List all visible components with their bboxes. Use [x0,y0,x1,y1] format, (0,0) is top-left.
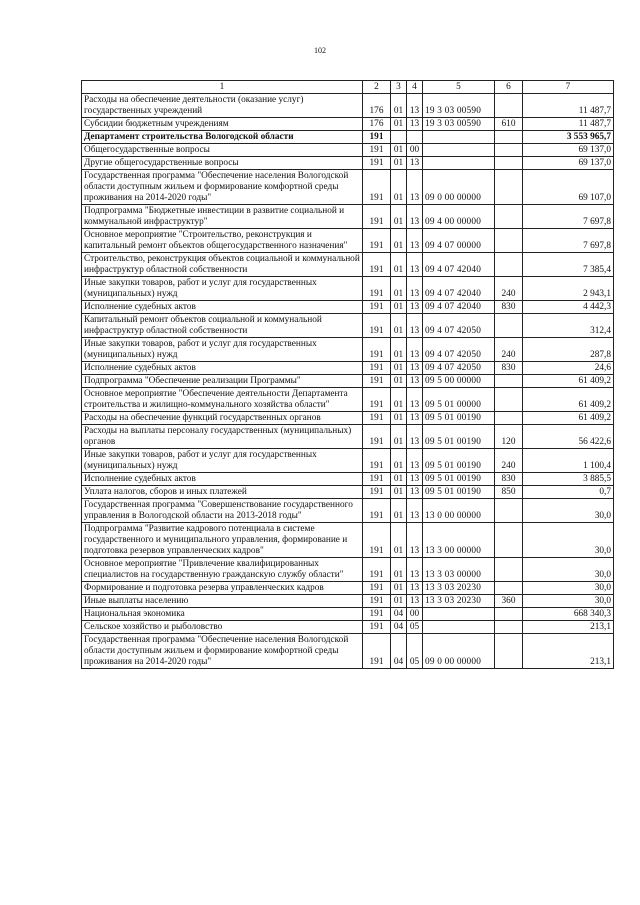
row-sum-cell: 3 885,5 [523,473,614,486]
table-row [82,425,614,449]
row-vr-cell [495,388,523,412]
row-rz-cell: 01 [391,338,407,362]
row-csr-cell: 13 3 03 20230 [423,582,495,595]
row-vr-cell [495,131,523,144]
row-csr-cell: 13 3 03 20230 [423,595,495,608]
row-name-cell: Подпрограмма "Обеспечение реализации Программы" [82,375,363,388]
row-rz-cell: 04 [391,621,407,634]
row-name-cell: Исполнение судебных актов [82,362,363,375]
row-sum-cell: 668 340,3 [523,608,614,621]
row-pr-cell: 13 [407,277,423,301]
row-name-cell: Другие общегосударственные вопросы [82,157,363,170]
row-vr-cell [495,582,523,595]
row-rz-cell: 01 [391,473,407,486]
row-pr-cell: 13 [407,486,423,499]
row-pr-cell: 13 [407,412,423,425]
row-gr-cell: 191 [363,595,391,608]
row-pr-cell: 00 [407,608,423,621]
row-vr-cell [495,558,523,582]
table-row [82,170,614,205]
row-name-cell: Национальная экономика [82,608,363,621]
row-sum-cell: 30,0 [523,582,614,595]
row-sum-cell: 7 697,8 [523,229,614,253]
row-vr-cell [495,229,523,253]
row-vr-cell [495,375,523,388]
table-row [82,608,614,621]
row-pr-cell: 13 [407,523,423,558]
row-vr-cell [495,523,523,558]
row-gr-cell: 191 [363,375,391,388]
row-csr-cell: 13 0 00 00000 [423,499,495,523]
row-gr-cell: 176 [363,94,391,118]
row-pr-cell: 13 [407,499,423,523]
row-rz-cell: 01 [391,499,407,523]
row-sum-cell: 3 553 965,7 [523,131,614,144]
row-rz-cell: 01 [391,362,407,375]
row-vr-cell [495,94,523,118]
row-gr-cell: 191 [363,229,391,253]
row-pr-cell: 13 [407,473,423,486]
row-vr-cell [495,412,523,425]
table-row [82,595,614,608]
row-name-cell: Исполнение судебных актов [82,301,363,314]
row-rz-cell: 01 [391,412,407,425]
row-gr-cell: 191 [363,473,391,486]
table-row [82,94,614,118]
row-gr-cell: 191 [363,388,391,412]
row-gr-cell: 191 [363,412,391,425]
header-cell: 7 [523,81,614,94]
table-row [82,621,614,634]
row-gr-cell: 191 [363,425,391,449]
row-sum-cell: 30,0 [523,499,614,523]
table-row [82,388,614,412]
row-pr-cell: 13 [407,170,423,205]
row-vr-cell: 610 [495,118,523,131]
row-csr-cell: 09 0 00 00000 [423,170,495,205]
row-csr-cell: 09 5 01 00000 [423,388,495,412]
row-name-cell: Сельское хозяйство и рыболовство [82,621,363,634]
table-row [82,412,614,425]
row-name-cell: Основное мероприятие "Обеспечение деятельности Департамента строительства и жилищно-коммунального хозяйства области" [82,388,363,412]
row-name-cell: Государственная программа "Обеспечение населения Вологодской области доступным жильем и формирование комфортной среды проживания на 2014-2020 годы" [82,170,363,205]
row-rz-cell: 01 [391,277,407,301]
row-sum-cell: 2 943,1 [523,277,614,301]
row-rz-cell: 01 [391,558,407,582]
row-pr-cell: 13 [407,338,423,362]
table-row [82,229,614,253]
row-vr-cell [495,205,523,229]
budget-table [81,80,614,669]
row-gr-cell: 191 [363,170,391,205]
row-rz-cell: 01 [391,523,407,558]
row-vr-cell [495,621,523,634]
row-rz-cell: 01 [391,229,407,253]
row-csr-cell: 09 4 07 42050 [423,338,495,362]
row-vr-cell [495,499,523,523]
table-row [82,523,614,558]
row-sum-cell: 69 107,0 [523,170,614,205]
row-vr-cell: 830 [495,362,523,375]
row-gr-cell: 191 [363,486,391,499]
row-gr-cell: 176 [363,118,391,131]
table-row [82,314,614,338]
row-sum-cell: 69 137,0 [523,144,614,157]
row-rz-cell: 04 [391,608,407,621]
row-gr-cell: 191 [363,253,391,277]
row-rz-cell: 01 [391,425,407,449]
row-sum-cell: 11 487,7 [523,94,614,118]
row-sum-cell: 11 487,7 [523,118,614,131]
table-row [82,253,614,277]
row-name-cell: Формирование и подготовка резерва управленческих кадров [82,582,363,595]
row-vr-cell: 830 [495,473,523,486]
row-sum-cell: 312,4 [523,314,614,338]
row-gr-cell: 191 [363,523,391,558]
row-sum-cell: 1 100,4 [523,449,614,473]
row-name-cell: Подпрограмма "Бюджетные инвестиции в развитие социальной и коммунальной инфраструктур" [82,205,363,229]
table-row [82,449,614,473]
row-csr-cell: 09 5 01 00190 [423,473,495,486]
row-vr-cell: 120 [495,425,523,449]
row-pr-cell: 05 [407,634,423,669]
row-sum-cell: 30,0 [523,523,614,558]
row-rz-cell: 01 [391,170,407,205]
row-vr-cell [495,144,523,157]
table-row [82,205,614,229]
row-csr-cell: 09 0 00 00000 [423,634,495,669]
row-pr-cell: 13 [407,118,423,131]
row-sum-cell: 30,0 [523,595,614,608]
header-cell: 3 [391,81,407,94]
row-name-cell: Субсидии бюджетным учреждениям [82,118,363,131]
row-sum-cell: 56 422,6 [523,425,614,449]
row-sum-cell: 61 409,2 [523,375,614,388]
row-rz-cell: 01 [391,253,407,277]
row-name-cell: Основное мероприятие "Привлечение квалифицированных специалистов на государственную гражданскую службу области" [82,558,363,582]
table-row [82,499,614,523]
row-csr-cell [423,621,495,634]
row-sum-cell: 213,1 [523,634,614,669]
row-name-cell: Государственная программа "Совершенствование государственного управления в Вологодской области на 2013-2018 годы" [82,499,363,523]
row-rz-cell: 04 [391,634,407,669]
row-sum-cell: 30,0 [523,558,614,582]
row-sum-cell: 69 137,0 [523,157,614,170]
row-name-cell: Расходы на обеспечение деятельности (оказание услуг) государственных учреждений [82,94,363,118]
header-cell: 1 [82,81,363,94]
table-row [82,277,614,301]
row-name-cell: Капитальный ремонт объектов социальной и коммунальной инфраструктур областной собственности [82,314,363,338]
row-gr-cell: 191 [363,634,391,669]
row-csr-cell: 09 4 07 42040 [423,301,495,314]
table-row [82,558,614,582]
row-pr-cell: 00 [407,144,423,157]
row-vr-cell [495,608,523,621]
table-row [82,486,614,499]
row-gr-cell: 191 [363,621,391,634]
row-vr-cell: 240 [495,449,523,473]
row-csr-cell: 09 4 07 42040 [423,253,495,277]
row-vr-cell [495,170,523,205]
row-pr-cell [407,131,423,144]
row-name-cell: Подпрограмма "Развитие кадрового потенциала в системе государственного и муниципального управления, формирование и подготовка резервов управленческих кадров" [82,523,363,558]
row-rz-cell: 01 [391,301,407,314]
row-csr-cell: 19 3 03 00590 [423,118,495,131]
row-rz-cell: 01 [391,144,407,157]
row-gr-cell: 191 [363,157,391,170]
row-rz-cell: 01 [391,157,407,170]
row-sum-cell: 7 385,4 [523,253,614,277]
table-header-row [82,81,614,94]
row-pr-cell: 05 [407,621,423,634]
row-pr-cell: 13 [407,595,423,608]
row-name-cell: Государственная программа "Обеспечение населения Вологодской области доступным жильем и формирование комфортной среды проживания на 2014-2020 годы" [82,634,363,669]
row-name-cell: Уплата налогов, сборов и иных платежей [82,486,363,499]
row-name-cell: Иные закупки товаров, работ и услуг для государственных (муниципальных) нужд [82,338,363,362]
row-pr-cell: 13 [407,157,423,170]
row-name-cell: Основное мероприятие "Строительство, реконструкция и капитальный ремонт объектов общегосударственного назначения" [82,229,363,253]
row-csr-cell: 13 3 03 00000 [423,558,495,582]
row-pr-cell: 13 [407,375,423,388]
row-pr-cell: 13 [407,205,423,229]
row-pr-cell: 13 [407,362,423,375]
row-name-cell: Исполнение судебных актов [82,473,363,486]
header-cell: 6 [495,81,523,94]
row-vr-cell: 360 [495,595,523,608]
row-sum-cell: 0,7 [523,486,614,499]
header-cell: 5 [423,81,495,94]
table-row [82,582,614,595]
row-csr-cell [423,131,495,144]
row-name-cell: Общегосударственные вопросы [82,144,363,157]
row-pr-cell: 13 [407,582,423,595]
row-pr-cell: 13 [407,558,423,582]
row-rz-cell: 01 [391,118,407,131]
row-pr-cell: 13 [407,388,423,412]
row-rz-cell: 01 [391,449,407,473]
row-rz-cell: 01 [391,94,407,118]
row-vr-cell: 240 [495,277,523,301]
header-cell: 4 [407,81,423,94]
row-gr-cell: 191 [363,314,391,338]
row-csr-cell: 09 4 00 00000 [423,205,495,229]
row-vr-cell [495,634,523,669]
table-row [82,375,614,388]
table-row [82,473,614,486]
row-csr-cell: 09 5 01 00190 [423,449,495,473]
row-csr-cell: 09 4 07 00000 [423,229,495,253]
row-rz-cell: 01 [391,388,407,412]
row-rz-cell: 01 [391,375,407,388]
row-sum-cell: 287,8 [523,338,614,362]
row-name-cell: Строительство, реконструкция объектов социальной и коммунальной инфраструктур областной собственности [82,253,363,277]
row-gr-cell: 191 [363,558,391,582]
row-vr-cell [495,314,523,338]
row-name-cell: Иные закупки товаров, работ и услуг для государственных (муниципальных) нужд [82,277,363,301]
row-csr-cell: 19 3 03 00590 [423,94,495,118]
row-vr-cell [495,253,523,277]
row-name-cell: Иные выплаты населению [82,595,363,608]
row-name-cell: Расходы на выплаты персоналу государственных (муниципальных) органов [82,425,363,449]
row-csr-cell [423,144,495,157]
table-row [82,131,614,144]
row-csr-cell: 09 5 01 00190 [423,425,495,449]
row-name-cell: Иные закупки товаров, работ и услуг для государственных (муниципальных) нужд [82,449,363,473]
row-gr-cell: 191 [363,301,391,314]
table-row [82,157,614,170]
row-csr-cell: 09 4 07 42050 [423,362,495,375]
row-pr-cell: 13 [407,425,423,449]
row-name-cell: Департамент строительства Вологодской области [82,131,363,144]
row-name-cell: Расходы на обеспечение функций государственных органов [82,412,363,425]
row-gr-cell: 191 [363,362,391,375]
table-row [82,118,614,131]
page-number: 102 [314,46,326,55]
row-rz-cell [391,131,407,144]
row-vr-cell: 240 [495,338,523,362]
row-pr-cell: 13 [407,449,423,473]
row-rz-cell: 01 [391,582,407,595]
table-row [82,634,614,669]
row-gr-cell: 191 [363,449,391,473]
row-vr-cell: 830 [495,301,523,314]
row-pr-cell: 13 [407,94,423,118]
table-row [82,338,614,362]
row-csr-cell [423,157,495,170]
row-gr-cell: 191 [363,499,391,523]
row-rz-cell: 01 [391,205,407,229]
row-pr-cell: 13 [407,229,423,253]
table-row [82,362,614,375]
row-pr-cell: 13 [407,253,423,277]
row-rz-cell: 01 [391,314,407,338]
row-rz-cell: 01 [391,486,407,499]
row-sum-cell: 24,6 [523,362,614,375]
header-cell: 2 [363,81,391,94]
row-sum-cell: 213,1 [523,621,614,634]
row-csr-cell: 09 4 07 42050 [423,314,495,338]
row-pr-cell: 13 [407,301,423,314]
row-sum-cell: 61 409,2 [523,388,614,412]
row-csr-cell: 09 5 01 00190 [423,412,495,425]
row-gr-cell: 191 [363,131,391,144]
row-sum-cell: 7 697,8 [523,205,614,229]
row-gr-cell: 191 [363,144,391,157]
table-row [82,144,614,157]
row-sum-cell: 4 442,3 [523,301,614,314]
row-pr-cell: 13 [407,314,423,338]
row-vr-cell [495,157,523,170]
row-csr-cell: 09 4 07 42040 [423,277,495,301]
row-sum-cell: 61 409,2 [523,412,614,425]
row-rz-cell: 01 [391,595,407,608]
row-gr-cell: 191 [363,277,391,301]
row-gr-cell: 191 [363,582,391,595]
row-csr-cell: 09 5 00 00000 [423,375,495,388]
row-csr-cell: 13 3 00 00000 [423,523,495,558]
row-gr-cell: 191 [363,338,391,362]
row-gr-cell: 191 [363,608,391,621]
row-csr-cell: 09 5 01 00190 [423,486,495,499]
row-gr-cell: 191 [363,205,391,229]
table-row [82,301,614,314]
row-csr-cell [423,608,495,621]
row-vr-cell: 850 [495,486,523,499]
